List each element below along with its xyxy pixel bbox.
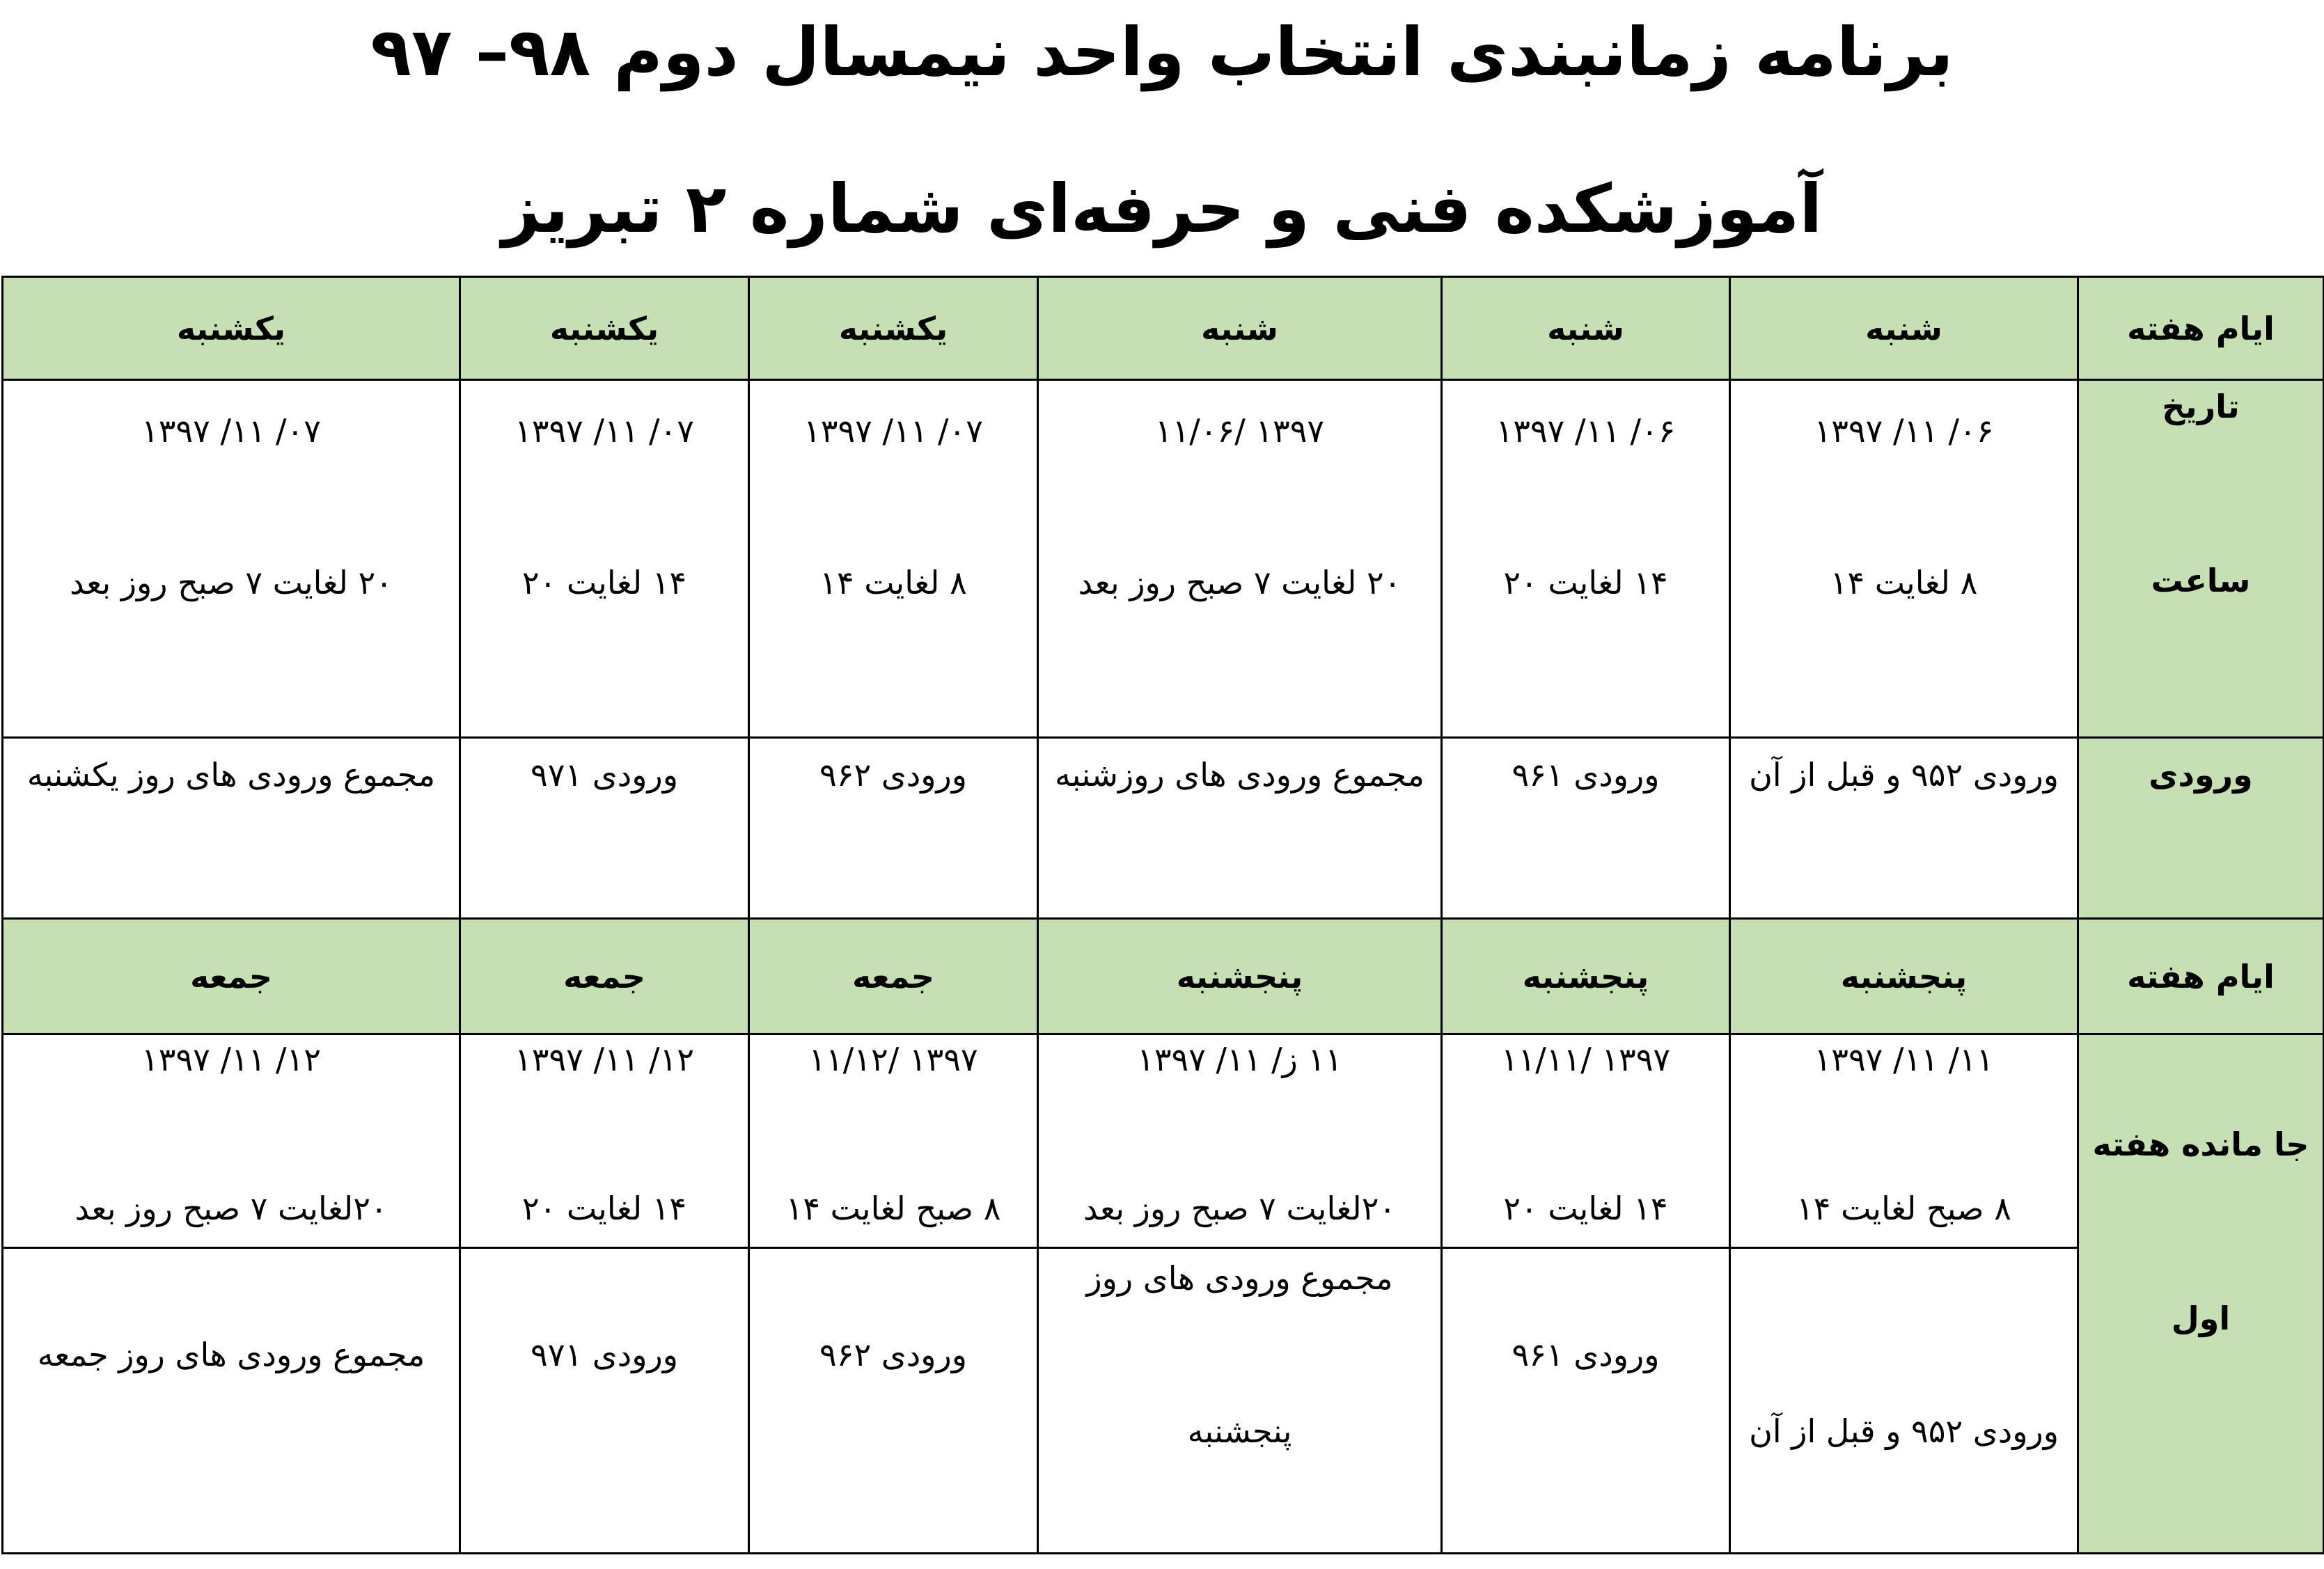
- date-time-row-week1: [3, 380, 2324, 738]
- date-text: ۰۷/ ۱۱/ ۱۳۹۷: [803, 412, 983, 450]
- schedule-cell: [749, 1248, 1038, 1554]
- schedule-cell: [749, 380, 1038, 738]
- entry-text: ورودی ۹۷۱: [531, 1336, 678, 1373]
- time-text: ۱۴ لغایت ۲۰: [1503, 564, 1668, 601]
- left-behind-label-cell: [2078, 1034, 2324, 1554]
- day-header: پنجشنبه: [1730, 919, 2078, 1034]
- schedule-cell: [460, 380, 749, 738]
- week-days-label: ایام هفته: [2078, 919, 2324, 1034]
- schedule-cell: [1038, 1034, 1442, 1248]
- entry-label: ورودی: [2149, 756, 2253, 794]
- header-row-week1: [3, 277, 2324, 380]
- date-text: ۱۳۹۷ /۱۱/۰۶: [1154, 412, 1325, 450]
- time-text: ۸ صبح لغایت ۱۴: [785, 1190, 1001, 1227]
- schedule-cell: [1038, 738, 1442, 919]
- schedule-cell: [3, 738, 460, 919]
- date-time-label-cell: [2078, 380, 2324, 738]
- day-header: شنبه: [1038, 277, 1442, 380]
- date-label: تاریخ: [2162, 388, 2240, 425]
- time-text: ۱۴ لغایت ۲۰: [1503, 1190, 1668, 1227]
- header-row-week2: [3, 919, 2324, 1034]
- page-title: برنامه زمانبندی انتخاب واحد نیمسال دوم ۹۸– ۹۷: [370, 13, 1954, 91]
- date-text: ۰۷/ ۱۱/ ۱۳۹۷: [141, 412, 321, 450]
- day-header: جمعه: [460, 919, 749, 1034]
- date-text: ۰۶/ ۱۱/ ۱۳۹۷: [1495, 412, 1676, 450]
- time-text: ۸ لغایت ۱۴: [1830, 564, 1978, 601]
- day-header: شنبه: [1442, 277, 1730, 380]
- day-header: یکشنبه: [749, 277, 1038, 380]
- schedule-cell: [1038, 380, 1442, 738]
- schedule-cell: [1442, 1248, 1730, 1554]
- day-header: جمعه: [749, 919, 1038, 1034]
- left-behind-label-2: اول: [2171, 1300, 2231, 1337]
- time-text: ۸ لغایت ۱۴: [819, 564, 967, 601]
- time-text: ۲۰ لغایت ۷ صبح روز بعد: [1078, 564, 1402, 601]
- day-header: پنجشنبه: [1442, 919, 1730, 1034]
- time-text: ۲۰لغایت ۷ صبح روز بعد: [1083, 1190, 1397, 1227]
- date-text: ۱۱ ز/ ۱۱/ ۱۳۹۷: [1137, 1041, 1342, 1078]
- date-text: ۱۲/ ۱۱/ ۱۳۹۷: [515, 1041, 694, 1078]
- time-text: ۱۴ لغایت ۲۰: [521, 1190, 687, 1227]
- schedule-table: [1, 276, 2324, 1554]
- day-header: یکشنبه: [460, 277, 749, 380]
- date-text: ۱۲/ ۱۱/ ۱۳۹۷: [141, 1041, 321, 1078]
- schedule-cell: [1730, 1248, 2078, 1554]
- entry-text: ورودی ۹۶۲: [819, 756, 967, 794]
- time-label: ساعت: [2151, 562, 2251, 599]
- entry-text-line2: پنجشنبه: [1187, 1412, 1292, 1450]
- time-text: ۱۴ لغایت ۲۰: [521, 564, 687, 601]
- date-text: ۱۱/ ۱۱/ ۱۳۹۷: [1814, 1041, 1994, 1078]
- entry-text: ورودی ۹۵۲ و قبل از آن: [1749, 1412, 2059, 1450]
- entry-text: مجموع ورودی های روز یکشنبه: [26, 756, 436, 794]
- entry-label-cell: [2078, 738, 2324, 919]
- schedule-cell: [460, 1034, 749, 1248]
- schedule-cell: [1038, 1248, 1442, 1554]
- schedule-cell: [1442, 380, 1730, 738]
- schedule-cell: [749, 738, 1038, 919]
- entry-text: مجموع ورودی های روزشنبه: [1054, 756, 1425, 794]
- week-days-label: ایام هفته: [2078, 277, 2324, 380]
- date-time-row-week2: [3, 1034, 2324, 1248]
- time-text: ۲۰لغایت ۷ صبح روز بعد: [74, 1190, 388, 1227]
- page-subtitle: آموزشکده فنی و حرفه‌ای شماره ۲ تبریز: [501, 170, 1823, 248]
- entry-row-week1: [3, 738, 2324, 919]
- time-text: ۲۰ لغایت ۷ صبح روز بعد: [70, 564, 393, 601]
- time-text: ۸ صبح لغایت ۱۴: [1796, 1190, 2011, 1227]
- date-text: ۱۳۹۷ /۱۱/۱۱: [1500, 1041, 1671, 1078]
- left-behind-label: جا مانده هفته: [2092, 1126, 2309, 1163]
- entry-text: ورودی ۹۷۱: [531, 756, 678, 794]
- date-text: ۰۷/ ۱۱/ ۱۳۹۷: [515, 412, 694, 450]
- schedule-cell: [3, 1248, 460, 1554]
- schedule-cell: [1442, 1034, 1730, 1248]
- day-header: پنجشنبه: [1038, 919, 1442, 1034]
- schedule-cell: [1730, 380, 2078, 738]
- schedule-cell: [460, 738, 749, 919]
- day-header: جمعه: [3, 919, 460, 1034]
- schedule-cell: [460, 1248, 749, 1554]
- schedule-cell: [749, 1034, 1038, 1248]
- entry-text: مجموع ورودی های روز: [1086, 1259, 1393, 1297]
- entry-row-week2: [3, 1248, 2324, 1554]
- entry-text: ورودی ۹۵۲ و قبل از آن: [1749, 756, 2059, 794]
- schedule-cell: [1442, 738, 1730, 919]
- date-text: ۱۳۹۷ /۱۱/۱۲: [808, 1041, 978, 1078]
- day-header: یکشنبه: [3, 277, 460, 380]
- schedule-cell: [3, 380, 460, 738]
- day-header: شنبه: [1730, 277, 2078, 380]
- schedule-cell: [1730, 738, 2078, 919]
- entry-text: ورودی ۹۶۱: [1512, 1336, 1660, 1373]
- entry-text: ورودی ۹۶۲: [819, 1336, 967, 1373]
- entry-text: ورودی ۹۶۱: [1512, 756, 1660, 794]
- schedule-cell: [1730, 1034, 2078, 1248]
- entry-text: مجموع ورودی های روز جمعه: [37, 1336, 425, 1373]
- schedule-cell: [3, 1034, 460, 1248]
- date-text: ۰۶/ ۱۱/ ۱۳۹۷: [1814, 412, 1994, 450]
